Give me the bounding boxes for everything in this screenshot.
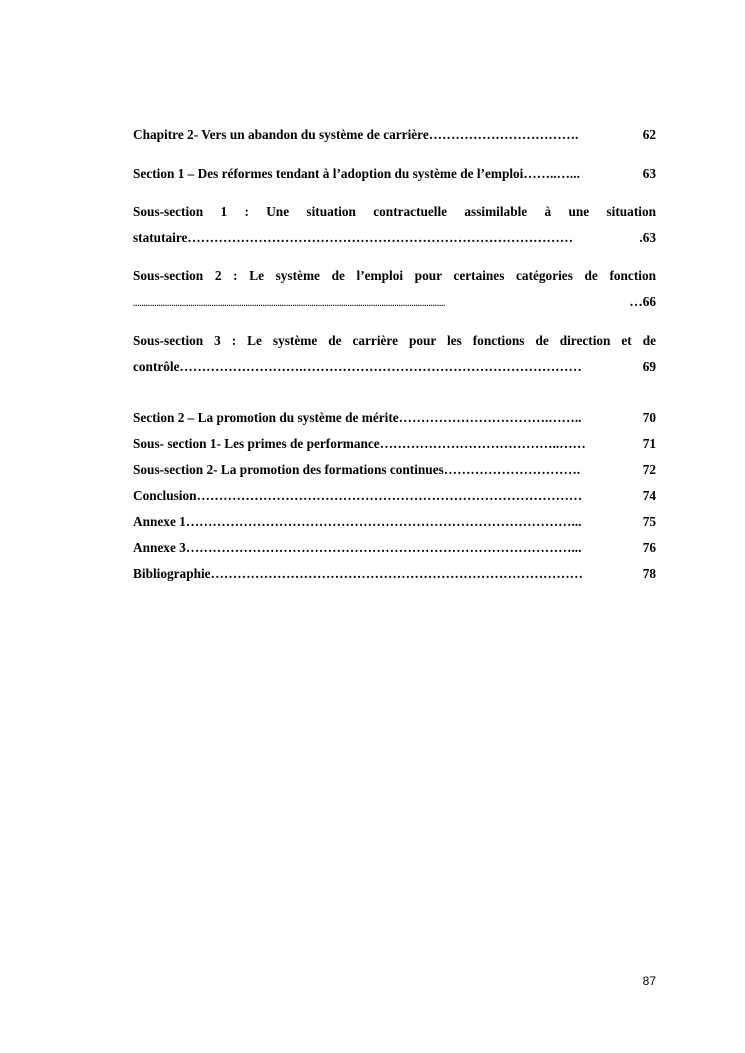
toc-page-number: 72 (642, 462, 656, 477)
footer-page-number: 87 (642, 974, 656, 988)
toc-entry-section-2[interactable] (133, 405, 656, 431)
toc-entry-title: Bibliographie (133, 566, 211, 581)
toc-entry-title: Annexe 1 (133, 514, 186, 529)
toc-entry-title-continued: statutaire (133, 230, 188, 245)
toc-entry-primes-performance[interactable] (133, 431, 656, 457)
toc-entry-title: Sous-section 1 : Une situation contractuelle assimilable à une situation (133, 204, 656, 219)
toc-entry-title: Sous- section 1- Les primes de performance (133, 436, 380, 451)
toc-dot-leader: ……..…... (523, 166, 580, 181)
toc-dot-leader: …………………………………………………………………………… (187, 230, 574, 245)
toc-entry-annexe-1[interactable] (133, 509, 656, 535)
toc-page-number: …66 (629, 294, 656, 309)
toc-entry-annexe-3[interactable] (133, 535, 656, 561)
toc-entry-chapitre-2[interactable] (133, 122, 656, 148)
toc-entry-title: Section 1 – Des réformes tendant à l’adoption du système de l’emploi (133, 166, 524, 181)
toc-entry-bibliographie[interactable] (133, 561, 656, 587)
toc-dot-leader: …………………………………………………………………………… (196, 488, 583, 503)
toc-entry-title: Sous-section 3 : Le système de carrière pour les fonctions de direction et de (133, 333, 656, 348)
toc-entry-sous-section-2-line1[interactable] (133, 263, 656, 289)
toc-entry-sous-section-3-line1[interactable] (133, 328, 656, 354)
toc-page-number: .63 (639, 230, 656, 245)
toc-dot-leader: ………………………………………………………………………… (210, 566, 583, 581)
toc-page-number: 69 (642, 359, 656, 374)
toc-page-number: 75 (642, 514, 656, 529)
toc-entry-title: Sous-section 2 : Le système de l’emploi pour certaines catégories de fonction (133, 268, 656, 283)
toc-entry-sous-section-1-line2[interactable] (133, 225, 656, 251)
toc-page-number: 70 (642, 410, 656, 425)
toc-page-number: 63 (642, 166, 656, 181)
toc-entry-formations-continues[interactable] (133, 457, 656, 483)
toc-entry-title: Sous-section 2- La promotion des formations continues (133, 462, 444, 477)
toc-entry-title: Conclusion (133, 488, 197, 503)
toc-entry-section-1[interactable] (133, 161, 656, 187)
toc-entry-sous-section-2-line2[interactable] (133, 289, 656, 316)
toc-page-number: 76 (642, 540, 656, 555)
toc-dot-leader: …………………………. (443, 462, 581, 477)
toc-dot-leader: ……………………………………………………………………………... (185, 540, 582, 555)
toc-page-number: 78 (642, 566, 656, 581)
toc-dot-leader: ……………………….……………………………………………………… (179, 359, 582, 374)
toc-dot-leader: ……………………………………………………………………………... (185, 514, 582, 529)
toc-page-number: 71 (642, 436, 656, 451)
toc-entry-title: Section 2 – La promotion du système de mérite (133, 410, 399, 425)
toc-dot-leader: ................................................................................................................................................... (133, 298, 446, 308)
toc-dot-leader: …………………………….…….. (398, 410, 582, 425)
toc-entry-title: Annexe 3 (133, 540, 186, 555)
toc-page-number: 62 (642, 127, 656, 142)
toc-dot-leader: ……………………………. (428, 127, 579, 142)
toc-entry-title: Chapitre 2- Vers un abandon du système de carrière (133, 127, 429, 142)
toc-entry-conclusion[interactable] (133, 483, 656, 509)
toc-entry-sous-section-1-line1[interactable] (133, 199, 656, 225)
toc-page-number: 74 (642, 488, 656, 503)
toc-dot-leader: …………………………………..…… (379, 436, 586, 451)
toc-entry-sous-section-3-line2[interactable] (133, 354, 656, 380)
toc-entry-title-continued: contrôle (133, 359, 180, 374)
